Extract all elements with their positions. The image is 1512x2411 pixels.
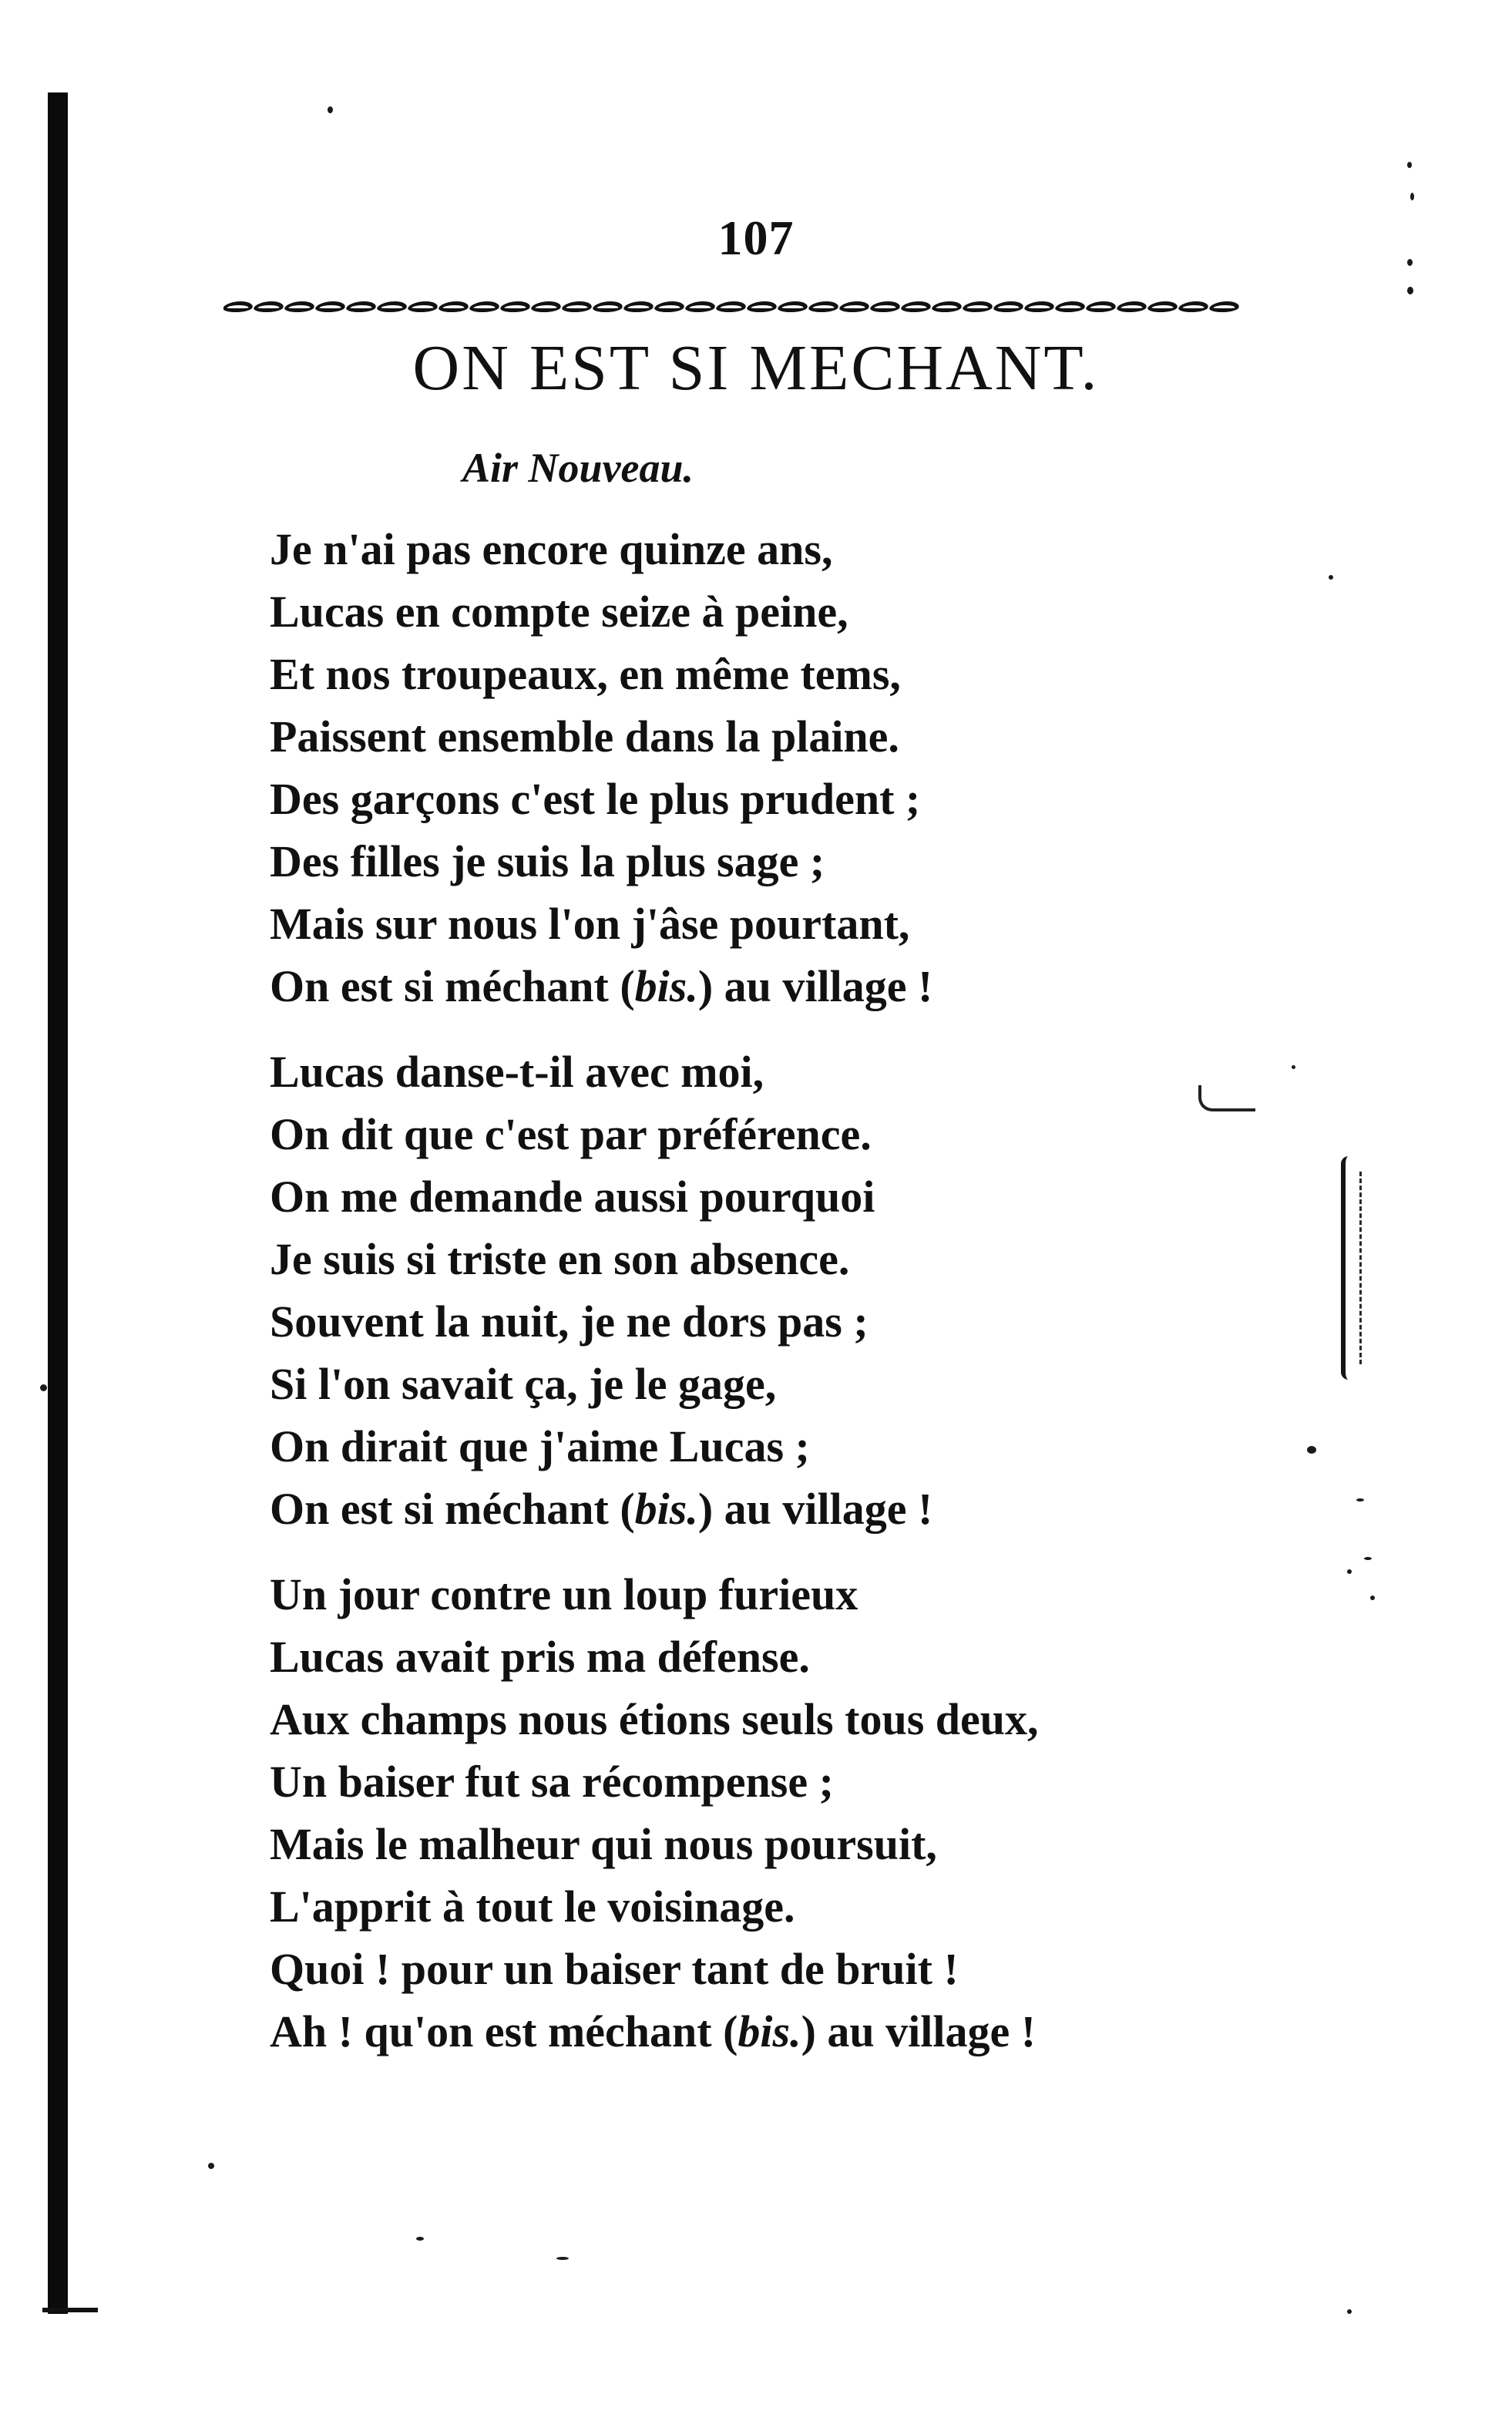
speck — [1347, 2309, 1352, 2314]
binding-foot — [42, 2308, 98, 2312]
verse-line: Un baiser fut sa récompense ; — [270, 1757, 834, 1807]
ornament-link — [529, 301, 564, 312]
speck — [1410, 193, 1414, 200]
page-number: 107 — [717, 210, 795, 265]
ornament-link — [1146, 301, 1181, 312]
ornament-link — [1208, 301, 1242, 312]
verses — [270, 518, 1349, 2086]
verse-line: Lucas en compte seize à peine, — [270, 587, 848, 637]
refrain-text: On est si méchant ( — [270, 1484, 635, 1534]
ornament-link — [375, 301, 410, 312]
speck — [556, 2257, 569, 2260]
ornament-link — [930, 301, 965, 312]
verse-line: On dirait que j'aime Lucas ; — [270, 1421, 810, 1471]
refrain-line — [270, 955, 1349, 1017]
verse-line: Des filles je suis la plus sage ; — [270, 836, 825, 886]
ornament-link — [992, 301, 1026, 312]
song-title: ON EST SI MECHANT. — [412, 332, 1100, 404]
verse-line: Quoi ! pour un baiser tant de bruit ! — [270, 1944, 959, 1994]
ornament-link — [437, 301, 472, 312]
ornament-link — [745, 301, 780, 312]
verse-line: Souvent la nuit, je ne dors pas ; — [270, 1296, 869, 1347]
speck — [328, 106, 333, 113]
binding-edge — [48, 92, 68, 2314]
air-indication: Air Nouveau. — [462, 445, 694, 491]
verse-line: Un jour contre un loup furieux — [270, 1569, 858, 1619]
verse-line: Lucas avait pris ma défense. — [270, 1632, 810, 1682]
ornament-link — [223, 301, 255, 312]
ornament-link — [560, 301, 595, 312]
verse-line: Paissent ensemble dans la plaine. — [270, 711, 899, 762]
refrain-text: Ah ! qu'on est méchant ( — [270, 2006, 738, 2056]
ornament-link — [1177, 301, 1211, 312]
ornament-link — [283, 301, 318, 312]
verse-line: Mais le malheur qui nous poursuit, — [270, 1819, 937, 1869]
ornament-link — [776, 301, 811, 312]
ornamental-rule — [223, 291, 1256, 322]
ornament-link — [468, 301, 502, 312]
ornament-link — [838, 301, 872, 312]
ornament-link — [591, 301, 626, 312]
bis-marker: bis. — [634, 1484, 698, 1534]
speck — [416, 2237, 424, 2241]
speck — [1364, 1557, 1372, 1560]
ornament-link — [252, 301, 287, 312]
ornament-link — [807, 301, 842, 312]
speck — [208, 2163, 214, 2169]
ornament-link — [406, 301, 441, 312]
verse-line: Et nos troupeaux, en même tems, — [270, 649, 901, 699]
ornament-link — [1053, 301, 1088, 312]
ornament-link — [1023, 301, 1057, 312]
speck — [1356, 1498, 1364, 1501]
verse-line: Je n'ai pas encore quinze ans, — [270, 524, 833, 574]
ornament-link — [961, 301, 996, 312]
ornament-link — [899, 301, 934, 312]
speck — [1407, 162, 1412, 168]
ornament-link — [653, 301, 687, 312]
verse-line: Des garçons c'est le plus prudent ; — [270, 774, 921, 824]
ornament-link — [499, 301, 533, 312]
verse-line: On dit que c'est par préférence. — [270, 1109, 872, 1159]
refrain-line — [270, 2000, 1349, 2063]
stanza-2 — [270, 1041, 1349, 1540]
ornament-link — [622, 301, 657, 312]
margin-bracket-hatching — [1359, 1172, 1366, 1364]
verse-line: Aux champs nous étions seuls tous deux, — [270, 1694, 1039, 1744]
bis-marker: bis. — [738, 2006, 801, 2056]
refrain-text: On est si méchant ( — [270, 961, 635, 1011]
ornament-link — [1084, 301, 1119, 312]
ornament-link — [714, 301, 749, 312]
verse-line: L'apprit à tout le voisinage. — [270, 1881, 795, 1932]
refrain-text: ) au village ! — [697, 961, 933, 1011]
ornament-link — [1115, 301, 1150, 312]
verse-line: Lucas danse-t-il avec moi, — [270, 1047, 764, 1097]
verse-line: Si l'on savait ça, je le gage, — [270, 1359, 777, 1409]
refrain-text: ) au village ! — [801, 2006, 1037, 2056]
speck — [1370, 1596, 1375, 1600]
bis-marker: bis. — [634, 961, 698, 1011]
ornament-link — [344, 301, 379, 312]
ornament-link — [869, 301, 903, 312]
verse-line: On me demande aussi pourquoi — [270, 1172, 875, 1222]
ornament-link — [314, 301, 348, 312]
speck — [1407, 287, 1413, 294]
refrain-text: ) au village ! — [697, 1484, 933, 1534]
verse-line: Mais sur nous l'on j'âse pourtant, — [270, 899, 910, 949]
stanza-3 — [270, 1563, 1349, 2063]
refrain-line — [270, 1478, 1349, 1540]
stanza-1 — [270, 518, 1349, 1017]
verse-line: Je suis si triste en son absence. — [270, 1234, 850, 1284]
speck — [40, 1384, 47, 1391]
ornament-link — [684, 301, 718, 312]
